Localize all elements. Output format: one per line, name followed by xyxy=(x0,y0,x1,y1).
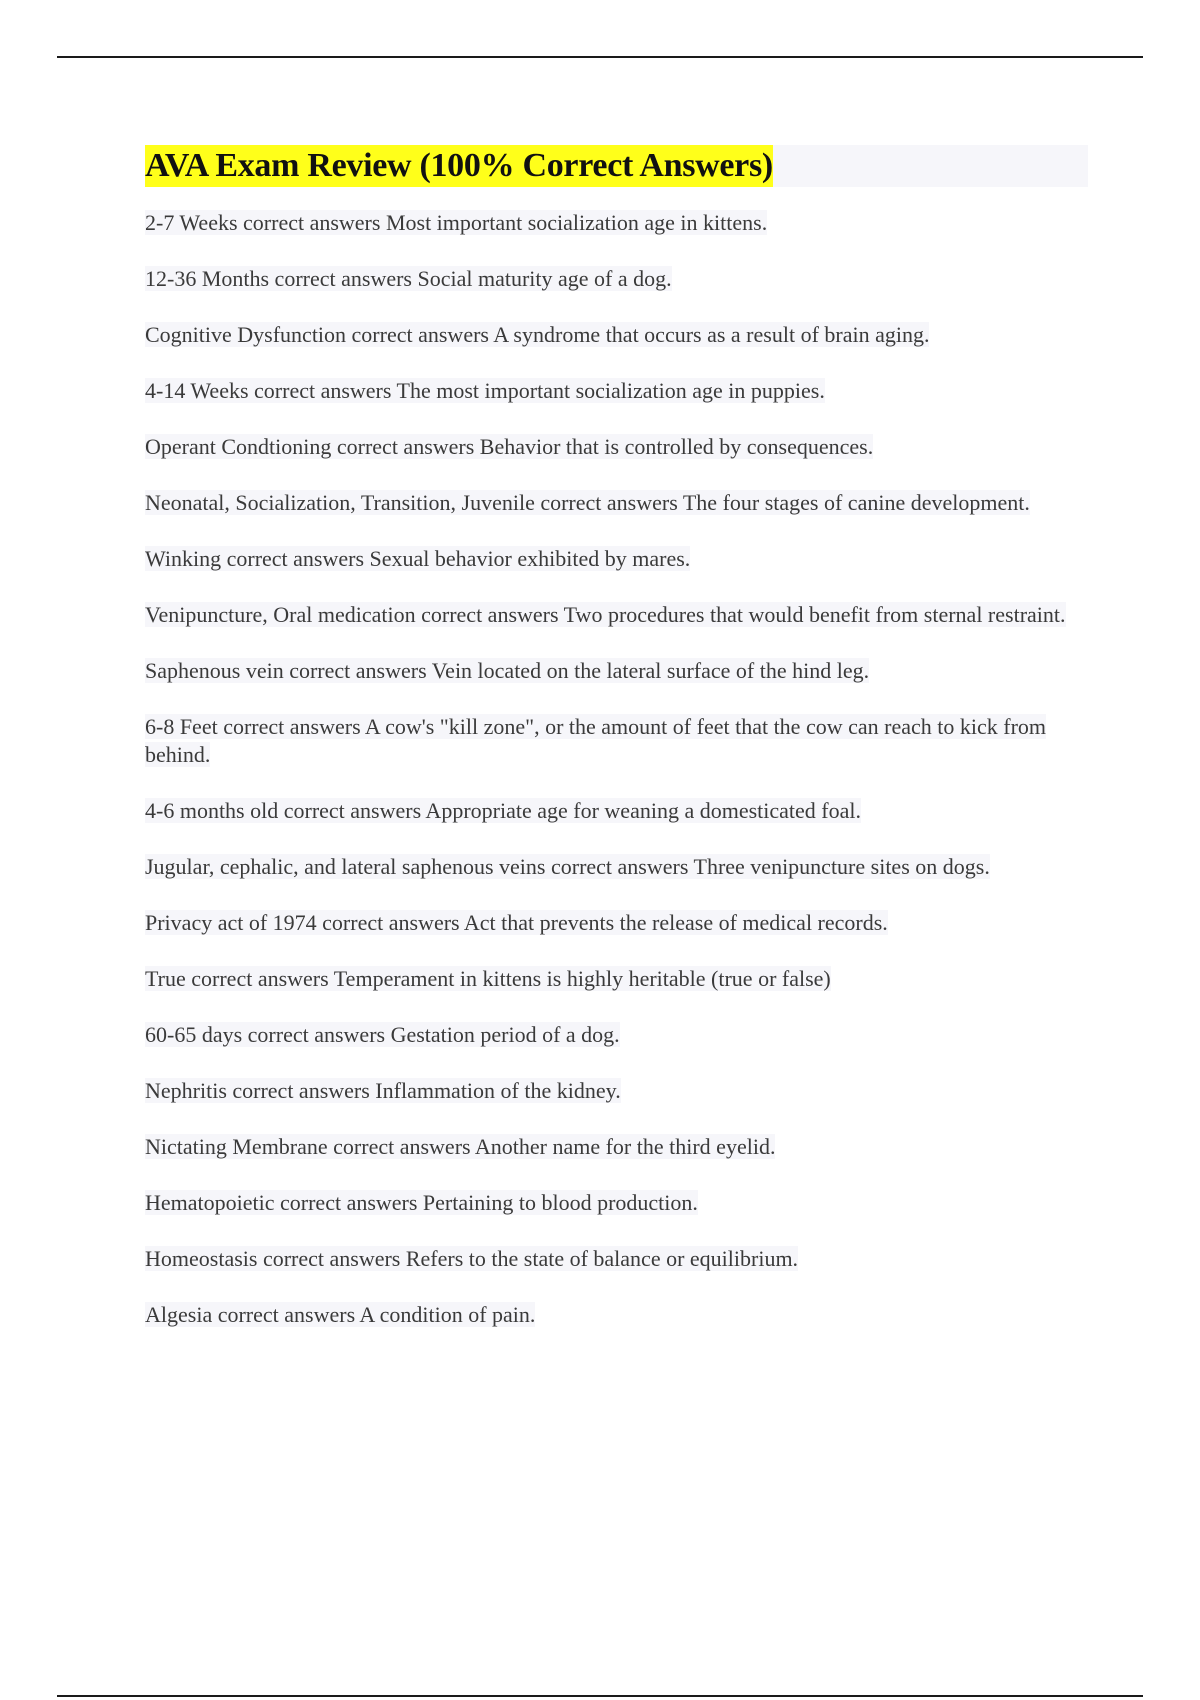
list-item: Neonatal, Socialization, Transition, Juvenile correct answers The four stages of canine development. xyxy=(145,490,1030,515)
list-item: Homeostasis correct answers Refers to the state of balance or equilibrium. xyxy=(145,1246,799,1271)
list-item: Saphenous vein correct answers Vein located on the lateral surface of the hind leg. xyxy=(145,658,870,683)
document-title: AVA Exam Review (100% Correct Answers) xyxy=(145,145,773,187)
list-item: 2-7 Weeks correct answers Most important socialization age in kittens. xyxy=(145,210,768,235)
list-item: Cognitive Dysfunction correct answers A syndrome that occurs as a result of brain aging. xyxy=(145,322,930,347)
list-item: Nephritis correct answers Inflammation of the kidney. xyxy=(145,1078,621,1103)
list-item: Winking correct answers Sexual behavior exhibited by mares. xyxy=(145,546,691,571)
top-rule xyxy=(57,56,1143,58)
list-item: Nictating Membrane correct answers Another name for the third eyelid. xyxy=(145,1134,776,1159)
list-item: Operant Condtioning correct answers Behavior that is controlled by consequences. xyxy=(145,434,874,459)
title-band xyxy=(145,145,1088,187)
list-item: Venipuncture, Oral medication correct answers Two procedures that would benefit from sternal restraint. xyxy=(145,602,1066,627)
list-item: 6-8 Feet correct answers A cow's "kill zone", or the amount of feet that the cow can reach to kick from behind. xyxy=(145,714,1047,767)
list-item: 4-14 Weeks correct answers The most important socialization age in puppies. xyxy=(145,378,825,403)
list-item: Privacy act of 1974 correct answers Act that prevents the release of medical records. xyxy=(145,910,888,935)
list-item: Algesia correct answers A condition of pain. xyxy=(145,1302,536,1327)
list-item: Jugular, cephalic, and lateral saphenous veins correct answers Three venipuncture sites on dogs. xyxy=(145,854,990,879)
list-item: 12-36 Months correct answers Social maturity age of a dog. xyxy=(145,266,672,291)
list-item: Hematopoietic correct answers Pertaining to blood production. xyxy=(145,1190,698,1215)
bottom-rule xyxy=(57,1695,1143,1697)
qa-list xyxy=(145,209,1088,1329)
list-item: 60-65 days correct answers Gestation period of a dog. xyxy=(145,1022,620,1047)
document-body xyxy=(145,145,1088,1357)
list-item: True correct answers Temperament in kittens is highly heritable (true or false) xyxy=(145,966,831,991)
list-item: 4-6 months old correct answers Appropriate age for weaning a domesticated foal. xyxy=(145,798,861,823)
